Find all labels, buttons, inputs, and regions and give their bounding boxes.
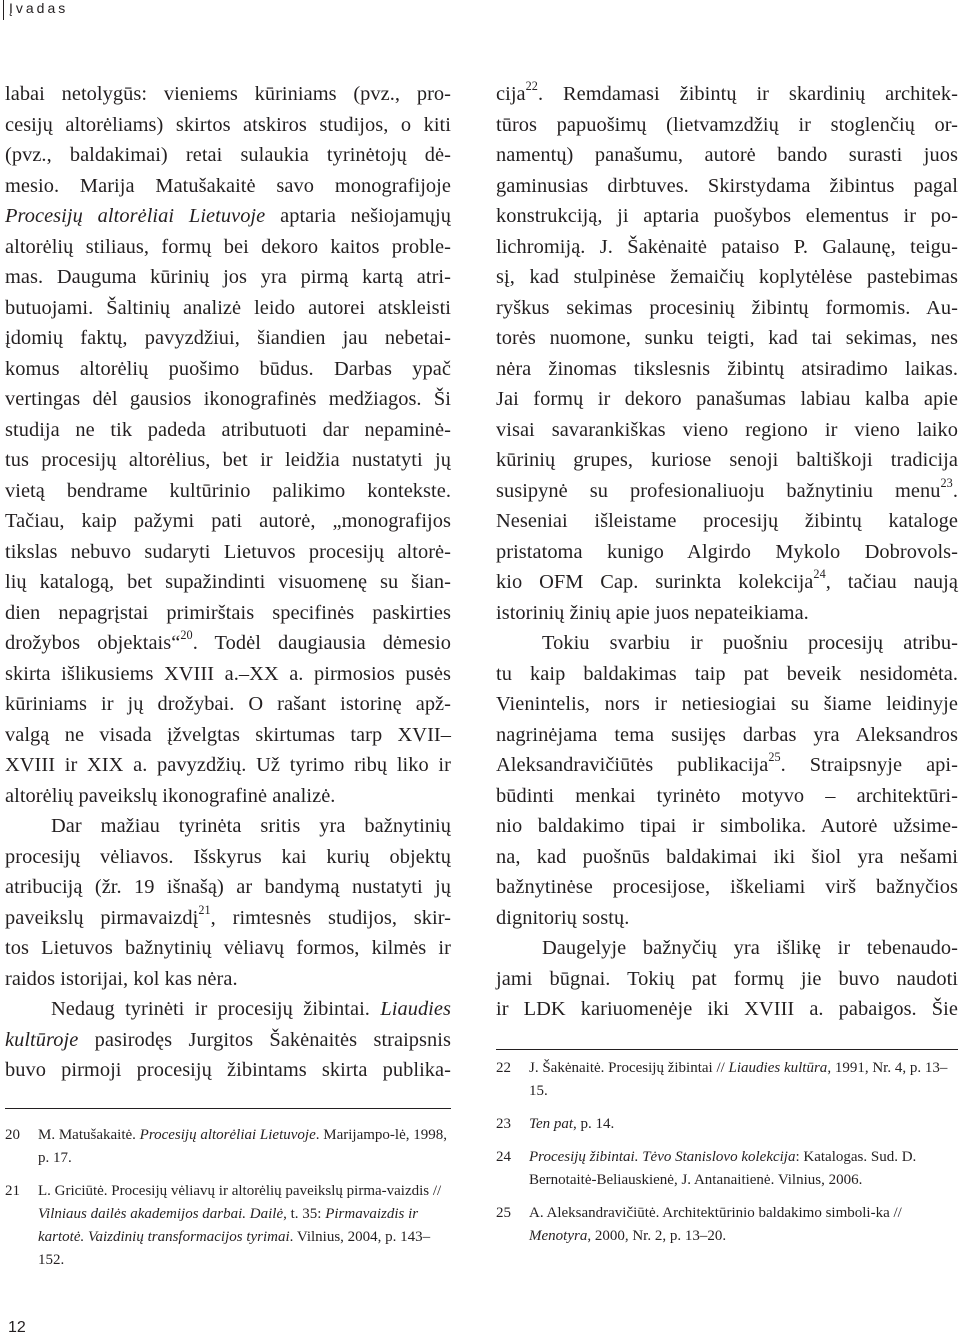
paragraph-canopies bbox=[496, 628, 958, 933]
text-line bbox=[5, 628, 451, 659]
text-line: visai savarankiškas vieno regiono ir vieno laiko bbox=[496, 418, 958, 441]
footnote-text: L. Griciūtė. Procesijų vėliavų ir altorėlių paveikslų pirma-vaizdis // bbox=[38, 1183, 442, 1199]
text-line: na, kad puošnūs baldakimai iki šiol yra nešami bbox=[496, 845, 958, 868]
text-line: tu kaip baldakimas taip pat beveik nesidomėta. bbox=[496, 662, 958, 685]
text-fragment: Nedaug tyrinėti ir procesijų žibintai. bbox=[51, 998, 381, 1020]
text-line: XVIII ir XIX a. pavyzdžių. Už tyrimo ribų liko ir bbox=[5, 754, 451, 776]
text-line: lichromiją. J. Šakėnaitė pataiso P. Galaunę, teigu- bbox=[496, 235, 958, 258]
journal-title: Liaudies bbox=[380, 998, 451, 1020]
footnote-text: , 1991, Nr. 4, p. 13–15. bbox=[529, 1060, 948, 1099]
footnote-text: : Katalogas. Sud. D. Bernotaitė-Beliauskienė, J. Antanaitienė. Vilnius, 2006. bbox=[529, 1149, 917, 1188]
text-line: jami būgnai. Tokių pat formų jie buvo naudoti bbox=[496, 967, 958, 990]
text-line: bažnytinėse procesijose, iškeliami virš bažnyčios bbox=[496, 876, 958, 898]
footnote-25 bbox=[496, 1202, 958, 1248]
text-line: tūros papuošimų (lietvamzdžių ir stoglenčių or- bbox=[496, 113, 958, 136]
footnote-title: Pirmavaizdis ir kartotė. Vaizdinių transformacijos tyrimai bbox=[38, 1206, 419, 1245]
text-line: labai netolygūs: vieniems kūriniams (pvz., pro- bbox=[5, 83, 451, 105]
text-fragment: , tačiau naują bbox=[825, 571, 958, 593]
text-fragment: paveikslų pirmavaizdį bbox=[5, 906, 199, 929]
text-line: namentų) panašumu, autorė bando surasti juos bbox=[496, 144, 958, 166]
text-line bbox=[496, 476, 958, 507]
text-line: torės nuomone, sunku teigti, kad tai sekimas, nes bbox=[496, 327, 958, 349]
footnote-20 bbox=[5, 1124, 451, 1170]
footnotes-right bbox=[496, 1057, 958, 1258]
text-line: tikslas nebuvo sudaryti Lietuvos procesijų altorė- bbox=[5, 540, 451, 563]
text-fragment: . bbox=[952, 479, 958, 502]
text-line: ir LDK kariuomenėje iki XVIII a. pabaigos. Šie bbox=[496, 998, 958, 1020]
footnote-ref-24[interactable]: 24 bbox=[813, 567, 826, 582]
text-line: Jai formų ir dekoro panašumas labiau kalba apie bbox=[496, 388, 958, 410]
footnote-number: 24 bbox=[496, 1149, 511, 1165]
text-line: buvo pirmoji procesijų žibintams skirta publika- bbox=[5, 1059, 451, 1081]
text-fragment: , rimtesnės studijos, skir- bbox=[210, 906, 451, 929]
text-line: vietą bendrame kultūrinio palikimo kontekste. bbox=[5, 479, 451, 502]
text-fragment: kio OFM Cap. surinkta kolekcija bbox=[496, 571, 814, 593]
text-line bbox=[496, 79, 958, 110]
footnote-title: Ten pat bbox=[529, 1116, 574, 1132]
text-line: pristatoma kunigo Algirdo Mykolo Dobrovols- bbox=[496, 540, 958, 563]
text-line: dignitorių sostų. bbox=[496, 906, 630, 929]
text-line: būdinti menkai tyrinėto motyvo – architektūri- bbox=[496, 784, 958, 807]
text-line: kūrinių grupes, kuriose senoji baltiškoji tradicija bbox=[496, 449, 958, 471]
text-line: sį, kad stulpinėse žemaičių koplytėlėse pastebimas bbox=[496, 266, 958, 288]
right-column bbox=[496, 79, 958, 1025]
text-line bbox=[496, 750, 958, 781]
left-column bbox=[5, 79, 451, 1086]
footnote-text: , 2000, Nr. 2, p. 13–20. bbox=[587, 1228, 727, 1244]
text-line: atribuciją (žr. 19 išnašą) ar bandymą nustatyti jų bbox=[5, 876, 451, 898]
text-line: raidos istorijai, kol kas nėra. bbox=[5, 967, 238, 990]
footnote-title: Procesijų altorėliai Lietuvoje bbox=[139, 1127, 316, 1143]
footnote-number: 21 bbox=[5, 1183, 20, 1199]
text-line: istorinių žinių apie juos nepateikiama. bbox=[496, 601, 809, 624]
text-line: įdomių faktų, pavyzdžiui, šiandien jau nebetai- bbox=[5, 327, 451, 349]
footnote-rule-right bbox=[496, 1049, 958, 1050]
text-line: lių katalogą, bet supažindinti visuomenę su šian- bbox=[5, 571, 451, 593]
text-line: tus procesijų altorėlius, bet ir leidžia nustatyti jų bbox=[5, 449, 451, 471]
page-number: 12 bbox=[8, 1319, 26, 1336]
text-fragment: . Straipsnyje api- bbox=[780, 754, 958, 776]
text-line: skirta išlikusiems XVIII a.–XX a. pirmosios pusės bbox=[5, 662, 451, 685]
text-fragment: . Todėl daugiausia dėmesio bbox=[192, 632, 452, 654]
text-line: tos Lietuvos bažnytinių vėliavų formos, kilmės ir bbox=[5, 937, 451, 959]
text-line: konstrukciją, ji aptaria puošybos elementus ir po- bbox=[496, 205, 958, 227]
paragraph-banners bbox=[5, 811, 451, 994]
text-line: Daugelyje bažnyčių yra išlikę ir tebenaudo- bbox=[542, 937, 958, 959]
text-line: altorėlių stiliaus, formų bei dekoro kaitos proble- bbox=[5, 235, 451, 258]
footnote-23 bbox=[496, 1113, 958, 1136]
footnote-text: , t. 35: bbox=[283, 1206, 326, 1222]
text-fragment: pasirodęs Jurgitos Šakėnaitės straipsnis bbox=[78, 1028, 451, 1051]
footnote-ref-21[interactable]: 21 bbox=[198, 902, 211, 917]
text-line: gaminusias dirbtuves. Skirstydama žibintus pagal bbox=[496, 174, 958, 197]
footnote-number: 23 bbox=[496, 1116, 511, 1132]
text-line: Tačiau, kaip pažymi pati autorė, „monografijos bbox=[5, 510, 451, 532]
text-line: kūriniams ir jų drožybai. O rašant istorinę apž- bbox=[5, 693, 451, 715]
text-line bbox=[496, 567, 958, 598]
text-line: Neseniai išleistame procesijų žibintų kataloge bbox=[496, 510, 958, 532]
text-line: mesio. Marija Matušakaitė savo monografijoje bbox=[5, 174, 451, 197]
text-line: procesijų vėliavos. Išskyrus kai kurių objektų bbox=[5, 845, 451, 868]
text-fragment: Aleksandravičiūtės publikacija bbox=[496, 754, 769, 776]
paragraph-monographs bbox=[5, 79, 451, 811]
footnote-text: , p. 14. bbox=[573, 1116, 615, 1132]
footnote-24 bbox=[496, 1146, 958, 1192]
footnote-number: 20 bbox=[5, 1127, 20, 1143]
text-fragment: aptaria nešiojamųjų bbox=[265, 205, 451, 227]
text-fragment: cija bbox=[496, 83, 526, 105]
text-line bbox=[5, 903, 451, 934]
text-line: (pvz., baldakimai) retai sulaukia tyrinėtojų dė- bbox=[5, 144, 451, 166]
text-line: Tokiu svarbiu ir puošniu procesijų atribu- bbox=[542, 632, 958, 654]
text-line: ryškus sekimas procesinių žibintų formomis. Au- bbox=[496, 296, 958, 319]
footnote-text: M. Matušakaitė. bbox=[38, 1127, 140, 1143]
text-line bbox=[5, 1025, 451, 1056]
text-fragment: . Remdamasi žibintų ir skardinių architek- bbox=[537, 83, 958, 105]
paragraph-lanterns-cont bbox=[496, 79, 958, 628]
footnote-text: . Marijampo-lė, 1998, p. 17. bbox=[38, 1127, 447, 1166]
footnote-text: . Vilnius, 2004, p. 143–152. bbox=[38, 1229, 431, 1268]
footnote-rule-left bbox=[5, 1108, 451, 1109]
paragraph-lanterns bbox=[5, 994, 451, 1086]
text-line: nio baldakimo tipai ir simbolika. Autorė užsime- bbox=[496, 815, 958, 837]
text-line: dien nepagrįstai primirštais specifinės paskirties bbox=[5, 601, 451, 624]
footnote-ref-23[interactable]: 23 bbox=[940, 475, 953, 490]
text-line: vertingas dėl gausios ikonografinės medžiagos. Ši bbox=[5, 388, 451, 410]
text-line: cesijų altorėliams) skirtos atskiros studijos, o kiti bbox=[5, 113, 451, 136]
text-fragment: drožybos objektais“ bbox=[5, 632, 181, 654]
footnote-title: Procesijų žibintai. Tėvo Stanislovo kolekcija bbox=[529, 1149, 796, 1165]
footnote-title: Menotyra bbox=[529, 1228, 588, 1244]
text-line: nėra žinomas tikslesnis žibintų atsiradimo laikas. bbox=[496, 357, 958, 380]
text-line: altorėlių paveikslų ikonografinė analizė. bbox=[5, 784, 336, 807]
header-rule bbox=[3, 0, 4, 20]
book-title: Procesijų altorėliai Lietuvoje bbox=[5, 205, 266, 227]
text-line: Vienintelis, nors ir netiesiogiai su šiame leidinyje bbox=[496, 693, 958, 715]
text-fragment: susipynė su profesionaliuoju bažnytiniu menu bbox=[496, 479, 941, 502]
journal-title: kultūroje bbox=[5, 1028, 79, 1051]
footnote-number: 25 bbox=[496, 1205, 511, 1221]
text-line: nagrinėjama tema susijęs darbas yra Aleksandros bbox=[496, 723, 958, 746]
footnote-text: J. Šakėnaitė. Procesijų žibintai // bbox=[529, 1060, 729, 1076]
text-line: Dar mažiau tyrinėta sritis yra bažnytinių bbox=[51, 815, 451, 837]
text-line: butuojami. Šaltinių analizė leido autorei atskleisti bbox=[5, 296, 451, 319]
paragraph-drums bbox=[496, 933, 958, 1025]
footnote-number: 22 bbox=[496, 1060, 511, 1076]
footnote-text: A. Aleksandravičiūtė. Architektūrinio baldakimo simboli-ka // bbox=[529, 1205, 902, 1221]
text-line bbox=[5, 201, 451, 232]
text-line: mas. Dauguma kūrinių jos yra pirmą kartą atri- bbox=[5, 266, 451, 288]
footnote-22 bbox=[496, 1057, 958, 1103]
footnote-title: Liaudies kultūra bbox=[728, 1060, 828, 1076]
footnote-ref-20[interactable]: 20 bbox=[180, 628, 193, 643]
footnote-title: Vilniaus dailės akademijos darbai. Dailė bbox=[38, 1206, 284, 1222]
text-line bbox=[5, 994, 451, 1025]
footnote-ref-22[interactable]: 22 bbox=[525, 79, 538, 94]
footnotes-left bbox=[5, 1124, 451, 1282]
footnote-ref-25[interactable]: 25 bbox=[768, 750, 781, 765]
section-label: Įvadas bbox=[9, 0, 69, 16]
text-line: valgą ne visada įžvelgtas skirtumas tarp XVII– bbox=[5, 723, 451, 746]
footnote-21 bbox=[5, 1180, 451, 1272]
text-line: komus altorėlių puošimo būdus. Darbas ypač bbox=[5, 357, 451, 380]
text-line: studija ne tik padeda atributuoti dar nepaminė- bbox=[5, 418, 451, 441]
